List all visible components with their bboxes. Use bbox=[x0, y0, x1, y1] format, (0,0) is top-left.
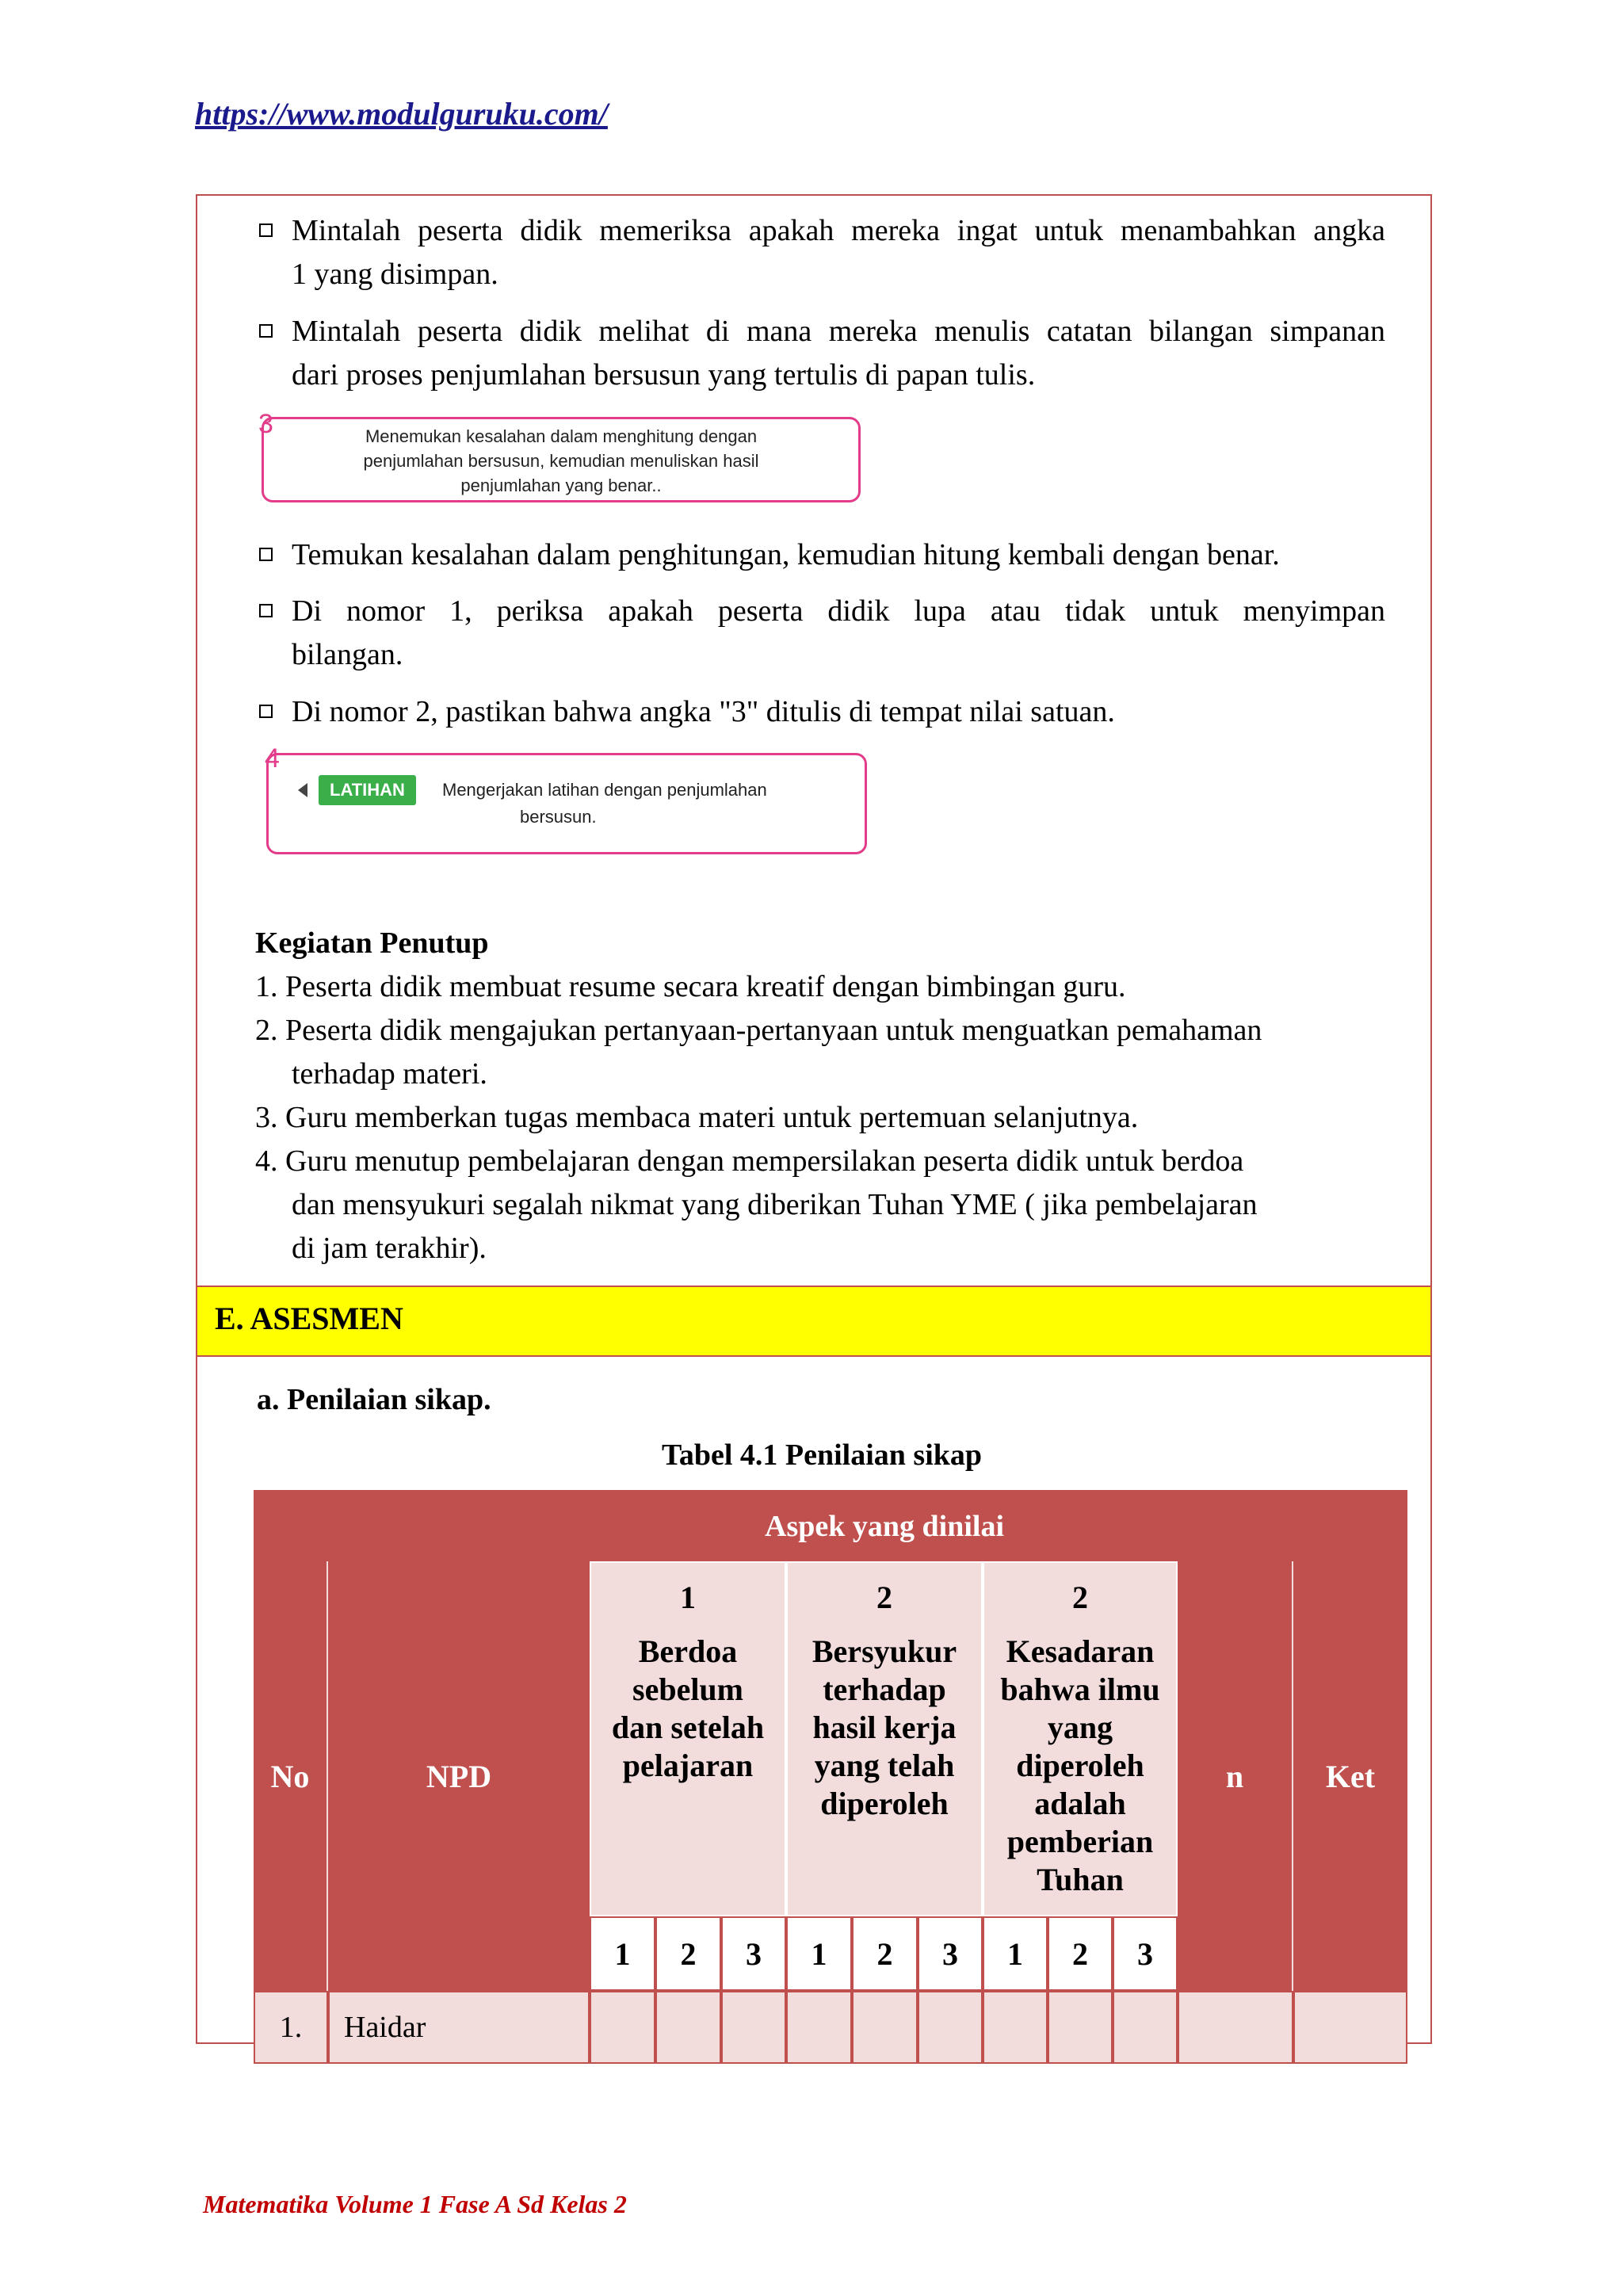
penilaian-subtitle: a. Penilaian sikap. bbox=[257, 1383, 491, 1416]
table-row-cell bbox=[590, 1991, 655, 2064]
callout-text: bersusun. bbox=[520, 807, 597, 827]
aspect-2-header: 2 Bersyukur terhadap hasil kerja yang telah diperoleh bbox=[786, 1561, 983, 1916]
callout-text: Mengerjakan latihan dengan penjumlahan bbox=[442, 780, 767, 800]
score-header-cell: 2 bbox=[655, 1916, 721, 1991]
bullet-text: dari proses penjumlahan bersusun yang tertulis di papan tulis. bbox=[292, 358, 1036, 392]
score-header-cell: 3 bbox=[918, 1916, 983, 1991]
score-header-cell: 2 bbox=[1048, 1916, 1113, 1991]
penutup-item: terhadap materi. bbox=[292, 1057, 487, 1091]
play-left-icon bbox=[298, 783, 307, 797]
section-asesmen-bar bbox=[197, 1286, 1430, 1357]
checkbox-icon bbox=[259, 705, 273, 718]
table-row-cell bbox=[852, 1991, 918, 2064]
bullet-text: Di nomor 2, pastikan bahwa angka "3" ditulis di tempat nilai satuan. bbox=[292, 695, 1115, 728]
col-ket-header: Ket bbox=[1293, 1561, 1407, 1991]
callout-text: Menemukan kesalahan dalam menghitung dengan penjumlahan bersusun, kemudian menuliskan hasil penjumlahan yang benar.. bbox=[363, 426, 759, 495]
latihan-badge: LATIHAN bbox=[319, 775, 416, 805]
table-row-cell bbox=[1178, 1991, 1293, 2064]
score-header-cell: 2 bbox=[852, 1916, 918, 1991]
callout-number: 4 bbox=[265, 743, 280, 774]
bullet-text: Mintalah peserta didik melihat di mana mereka menulis catatan bilangan simpanan bbox=[292, 315, 1385, 348]
header-url-link[interactable]: https://www.modulguruku.com/ bbox=[195, 96, 608, 132]
score-header-cell: 1 bbox=[983, 1916, 1048, 1991]
bullet-text: Di nomor 1, periksa apakah peserta didik lupa atau tidak untuk menyimpan bbox=[292, 594, 1385, 628]
penutup-item: 1. Peserta didik membuat resume secara kreatif dengan bimbingan guru. bbox=[255, 970, 1126, 1003]
score-header-cell: 3 bbox=[721, 1916, 786, 1991]
aspect-header: Aspek yang dinilai bbox=[583, 1498, 1186, 1555]
table-row-cell bbox=[786, 1991, 852, 2064]
checkbox-icon bbox=[259, 548, 273, 561]
penutup-title: Kegiatan Penutup bbox=[255, 926, 489, 960]
score-header-cell: 3 bbox=[1113, 1916, 1178, 1991]
col-no-header: No bbox=[254, 1561, 328, 1991]
penutup-item: dan mensyukuri segalah nikmat yang diberikan Tuhan YME ( jika pembelajaran bbox=[292, 1188, 1258, 1221]
table-row-cell bbox=[655, 1991, 721, 2064]
score-header-cell: 1 bbox=[590, 1916, 655, 1991]
footer-text: Matematika Volume 1 Fase A Sd Kelas 2 bbox=[203, 2190, 627, 2218]
col-npd-header: NPD bbox=[328, 1561, 590, 1991]
col-n-header: n bbox=[1178, 1561, 1293, 1991]
checkbox-icon bbox=[259, 223, 273, 237]
table-row-cell bbox=[1048, 1991, 1113, 2064]
penutup-item: 3. Guru memberkan tugas membaca materi untuk pertemuan selanjutnya. bbox=[255, 1101, 1139, 1134]
bullet-text: 1 yang disimpan. bbox=[292, 258, 498, 291]
table-row-cell bbox=[918, 1991, 983, 2064]
penutup-item: 2. Peserta didik mengajukan pertanyaan-pertanyaan untuk menguatkan pemahaman bbox=[255, 1014, 1262, 1047]
table-row-cell bbox=[721, 1991, 786, 2064]
bullet-text: bilangan. bbox=[292, 638, 403, 671]
table-row-cell bbox=[1113, 1991, 1178, 2064]
table-row-cell bbox=[983, 1991, 1048, 2064]
aspect-1-header: 1 Berdoa sebelum dan setelah pelajaran bbox=[590, 1561, 786, 1916]
penutup-item: 4. Guru menutup pembelajaran dengan mempersilakan peserta didik untuk berdoa bbox=[255, 1144, 1244, 1178]
penutup-item: di jam terakhir). bbox=[292, 1232, 487, 1265]
table-row-name: Haidar bbox=[328, 1991, 590, 2064]
table-caption: Tabel 4.1 Penilaian sikap bbox=[661, 1438, 983, 1472]
table-row-no: 1. bbox=[254, 1991, 328, 2064]
section-title: E. ASESMEN bbox=[215, 1301, 403, 1336]
score-header-cell: 1 bbox=[786, 1916, 852, 1991]
bullet-text: Temukan kesalahan dalam penghitungan, kemudian hitung kembali dengan benar. bbox=[292, 538, 1280, 571]
checkbox-icon bbox=[259, 324, 273, 338]
callout-number: 3 bbox=[258, 409, 273, 439]
table-row-cell bbox=[1293, 1991, 1407, 2064]
bullet-text: Mintalah peserta didik memeriksa apakah mereka ingat untuk menambahkan angka bbox=[292, 214, 1385, 247]
checkbox-icon bbox=[259, 604, 273, 617]
aspect-3-header: 2 Kesadaran bahwa ilmu yang diperoleh adalah pemberian Tuhan bbox=[983, 1561, 1178, 1916]
